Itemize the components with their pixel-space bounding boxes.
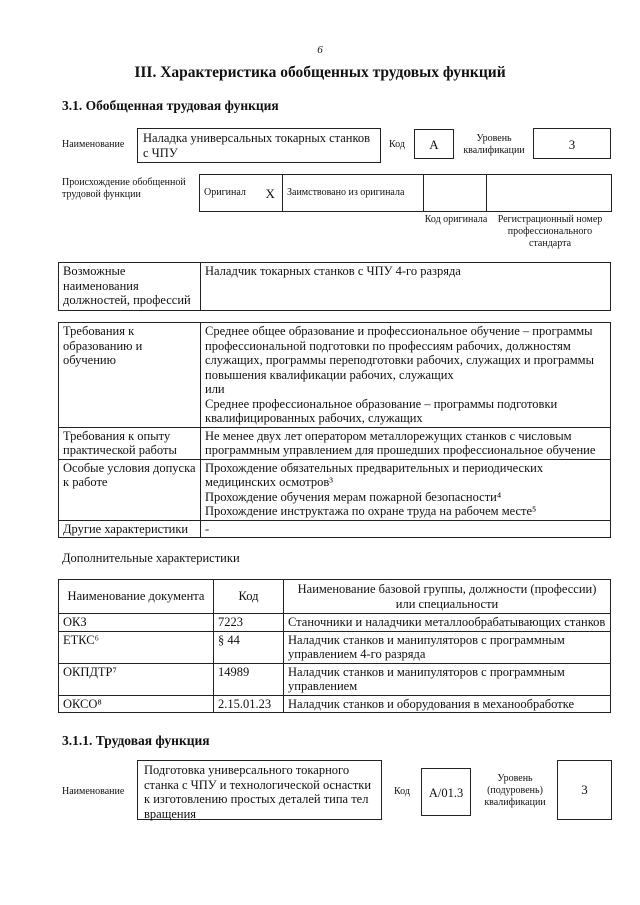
table-row <box>59 695 611 713</box>
original-mark: X <box>259 175 283 212</box>
code-cell: 14989 <box>214 663 284 695</box>
requirement-line: программным управлением для прошедших профессиональное обучение <box>205 443 596 457</box>
tf-code-value: А/01.3 <box>428 786 464 800</box>
requirement-value <box>201 459 611 520</box>
code-cell: 7223 <box>214 614 284 632</box>
tf-name-box <box>137 760 382 820</box>
original-label: Оригинал <box>200 175 259 212</box>
gtf-level-label: Уровень квалификации <box>463 133 525 156</box>
gtf-level-value: 3 <box>568 137 576 152</box>
requirement-line: медицинских осмотров³ <box>205 475 333 489</box>
requirement-row <box>59 323 611 428</box>
gtf-name-box <box>137 128 381 163</box>
doc-cell: ОКПДТР⁷ <box>59 663 214 695</box>
positions-value: Наладчик токарных станков с ЧПУ 4-го разряда <box>201 263 611 311</box>
tf-code-box <box>421 768 471 816</box>
tf-heading: 3.1.1. Трудовая функция <box>62 733 210 748</box>
requirement-line: Прохождение обучения мерам пожарной безопасности⁴ <box>205 489 502 504</box>
requirement-label: Особые условия допуска к работе <box>59 459 201 520</box>
doc-cell: ОКСО⁸ <box>59 695 214 713</box>
code-original-cell <box>424 175 487 212</box>
code-cell: 2.15.01.23 <box>214 695 284 713</box>
requirement-line: - <box>205 521 210 536</box>
requirement-line: профессиональной подготовки по профессиям рабочих, должностям <box>205 338 571 353</box>
tf-level-label: Уровень (подуровень) квалификации <box>484 773 546 808</box>
requirement-line: Среднее профессиональное образование – программы подготовки <box>205 396 558 411</box>
gtf-heading: 3.1. Обобщенная трудовая функция <box>62 98 279 113</box>
table-row <box>59 614 611 632</box>
gtf-origin-label: Происхождение обобщенной трудовой функции <box>62 177 186 200</box>
requirement-row <box>59 459 611 520</box>
doc-cell: ОКЗ <box>59 614 214 632</box>
positions-label: Возможные наименования должностей, профессий <box>59 263 201 311</box>
code-cell: § 44 <box>214 631 284 663</box>
requirement-value <box>201 520 611 538</box>
requirement-line: повышения квалификации рабочих, служащих <box>205 367 454 382</box>
requirement-row <box>59 520 611 538</box>
requirement-label: Требования к образованию и обучению <box>59 323 201 428</box>
additional-header-code: Код <box>214 580 284 614</box>
name-cell: Наладчик станков и манипуляторов с программным управлением 4-го разряда <box>284 631 611 663</box>
requirement-label: Другие характеристики <box>59 520 201 538</box>
gtf-code-box <box>414 129 454 159</box>
additional-title: Дополнительные характеристики <box>62 551 240 565</box>
borrowed-label: Заимствовано из оригинала <box>283 175 424 212</box>
requirement-row <box>59 427 611 459</box>
additional-header-name: Наименование базовой группы, должности (профессии) или специальности <box>284 580 611 614</box>
requirement-value <box>201 427 611 459</box>
table-row <box>59 631 611 663</box>
reg-number-cell <box>487 175 612 212</box>
section-title: III. Характеристика обобщенных трудовых функций <box>134 64 506 81</box>
reg-number-caption: Регистрационный номер профессионального стандарта <box>497 214 603 249</box>
tf-code-label: Код <box>394 786 410 797</box>
name-cell: Наладчик станков и оборудования в механообработке <box>284 695 611 713</box>
requirement-line: Прохождение инструктажа по охране труда на рабочем месте⁵ <box>205 504 537 518</box>
code-original-caption: Код оригинала <box>424 214 488 225</box>
tf-level-box <box>557 760 612 820</box>
requirement-line: или <box>205 382 225 396</box>
additional-table <box>58 579 611 713</box>
gtf-name-label: Наименование <box>62 139 125 150</box>
requirement-line: квалифицированных рабочих, служащих <box>205 411 423 425</box>
name-cell: Станочники и наладчики металлообрабатывающих станков <box>284 614 611 632</box>
table-row <box>59 663 611 695</box>
requirement-label: Требования к опыту практической работы <box>59 427 201 459</box>
gtf-origin-table <box>199 174 612 212</box>
gtf-name-value: Наладка универсальных токарных станков с ЧПУ <box>143 131 371 160</box>
tf-name-value: Подготовка универсального токарного станка с ЧПУ и технологической оснастки к изготовлению простых деталей типа тел вращения <box>144 763 372 821</box>
positions-table <box>58 262 611 311</box>
name-cell: Наладчик станков и манипуляторов с программным управлением <box>284 663 611 695</box>
tf-level-value: 3 <box>581 782 588 797</box>
requirement-line: Не менее двух лет оператором металлорежущих станков с числовым <box>205 428 572 443</box>
doc-cell: ЕТКС⁶ <box>59 631 214 663</box>
additional-header-doc: Наименование документа <box>59 580 214 614</box>
gtf-code-label: Код <box>389 139 405 150</box>
tf-name-label: Наименование <box>62 786 125 797</box>
requirement-line: Среднее общее образование и профессиональное обучение – программы <box>205 324 593 338</box>
gtf-code-value: А <box>429 137 439 152</box>
requirement-line: служащих, программы переподготовки рабочих, служащих и программы <box>205 353 594 367</box>
requirements-table <box>58 322 611 538</box>
page-number: 6 <box>317 44 323 56</box>
requirement-value <box>201 323 611 428</box>
gtf-level-box <box>533 128 611 159</box>
requirement-line: Прохождение обязательных предварительных и периодических <box>205 460 544 475</box>
